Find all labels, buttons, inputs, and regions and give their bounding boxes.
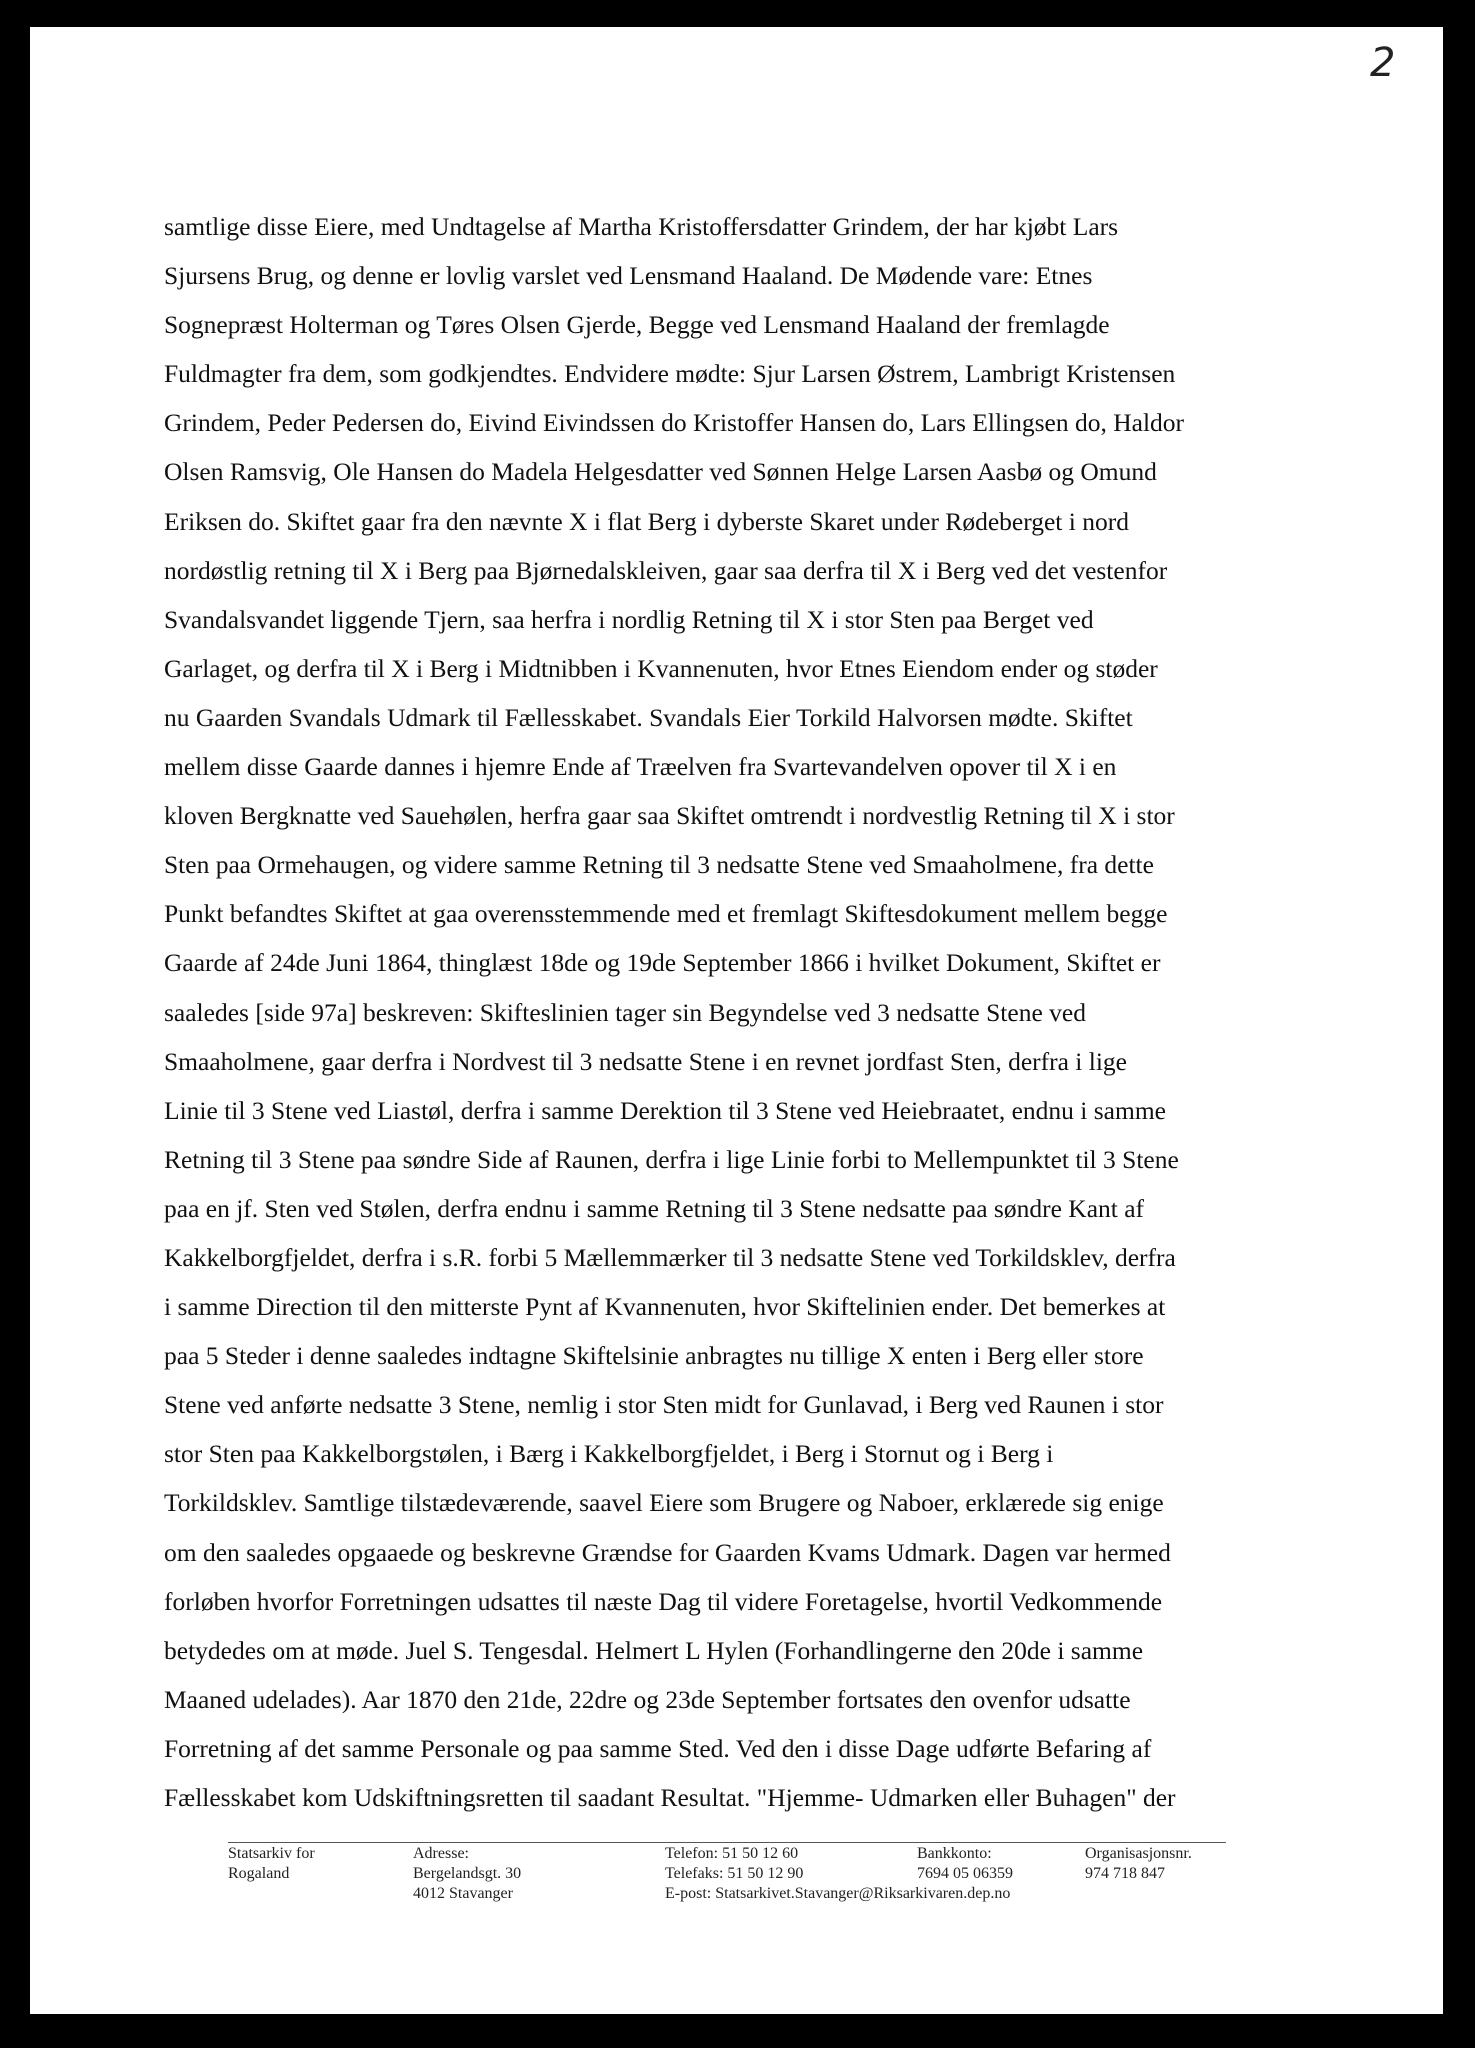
body-line: nu Gaarden Svandals Udmark til Fællesskabet. Svandals Eier Torkild Halvorsen mødte. Skiftet xyxy=(164,702,1133,732)
body-line: Punkt befandtes Skiftet at gaa overensstemmende med et fremlagt Skiftesdokument mellem begge xyxy=(164,899,1168,929)
body-line: Sten paa Ormehaugen, og videre samme Retning til 3 nedsatte Stene ved Smaaholmene, fra dette xyxy=(164,850,1154,880)
body-line: paa 5 Steder i denne saaledes indtagne Skiftelsinie anbragtes nu tillige X enten i Berg eller store xyxy=(164,1341,1144,1371)
body-line: Retning til 3 Stene paa søndre Side af Raunen, derfra i lige Linie forbi to Mellempunktet til 3 Stene xyxy=(164,1144,1179,1174)
body-line: Fællesskabet kom Udskiftningsretten til saadant Resultat. "Hjemme- Udmarken eller Buhagen" der xyxy=(164,1783,1176,1812)
footer-text: Bankkonto: xyxy=(917,1845,992,1862)
footer-text: Adresse: xyxy=(413,1845,469,1862)
body-line: Torkildsklev. Samtlige tilstædeværende, saavel Eiere som Brugere og Naboer, erklærede sig enige xyxy=(164,1488,1164,1518)
body-line: samtlige disse Eiere, med Undtagelse af Martha Kristoffersdatter Grindem, der har kjøbt Lars xyxy=(164,212,1119,241)
document-body xyxy=(164,202,1314,1822)
footer-address xyxy=(413,1844,521,1904)
body-line: Maaned udelades). Aar 1870 den 21de, 22dre og 23de September fortsates den ovenfor udsatte xyxy=(164,1684,1131,1714)
footer-text: Statsarkiv for xyxy=(228,1845,315,1862)
body-line: Sognepræst Holterman og Tøres Olsen Gjerde, Begge ved Lensmand Haaland der fremlagde xyxy=(164,310,1110,340)
body-line: Fuldmagter fra dem, som godkjendtes. Endvidere mødte: Sjur Larsen Østrem, Lambrigt Kristensen xyxy=(164,359,1176,389)
body-line: Gaarde af 24de Juni 1864, thinglæst 18de og 19de September 1866 i hvilket Dokument, Skiftet er xyxy=(164,948,1161,978)
footer-bank xyxy=(917,1844,1013,1884)
body-line: Garlaget, og derfra til X i Berg i Midtnibben i Kvannenuten, hvor Etnes Eiendom ender og støder xyxy=(164,653,1158,683)
footer-text: Telefaks: 51 50 12 90 xyxy=(665,1865,804,1882)
body-line: Grindem, Peder Pedersen do, Eivind Eivindssen do Kristoffer Hansen do, Lars Ellingsen do, Haldor xyxy=(164,408,1185,438)
footer-divider xyxy=(228,1842,1226,1843)
footer-text: 7694 05 06359 xyxy=(917,1865,1013,1882)
body-line: i samme Direction til den mitterste Pynt af Kvannenuten, hvor Skiftelinien ender. Det bemerkes at xyxy=(164,1292,1166,1322)
body-line: Linie til 3 Stene ved Liastøl, derfra i samme Derektion til 3 Stene ved Heiebraatet, endnu i samme xyxy=(164,1095,1166,1125)
body-line: Kakkelborgfjeldet, derfra i s.R. forbi 5 Mællemmærker til 3 nedsatte Stene ved Torkildsklev, derfra xyxy=(164,1242,1176,1272)
body-line: Sjursens Brug, og denne er lovlig varslet ved Lensmand Haaland. De Mødende vare: Etnes xyxy=(164,261,1093,291)
footer-email: E-post: Statsarkivet.Stavanger@Riksarkivaren.dep.no xyxy=(665,1885,1011,1902)
body-line: Smaaholmene, gaar derfra i Nordvest til 3 nedsatte Stene i en revnet jordfast Sten, derfra i lige xyxy=(164,1046,1127,1076)
body-line: saaledes [side 97a] beskreven: Skifteslinien tager sin Begyndelse ved 3 nedsatte Stene ved xyxy=(164,997,1086,1027)
body-line: paa en jf. Sten ved Stølen, derfra endnu i samme Retning til 3 Stene nedsatte paa søndre Kant af xyxy=(164,1193,1145,1223)
body-line: Eriksen do. Skiftet gaar fra den nævnte X i flat Berg i dyberste Skaret under Rødeberget i nord xyxy=(164,506,1129,536)
body-line: kloven Bergknatte ved Sauehølen, herfra gaar saa Skiftet omtrendt i nordvestlig Retning til X i stor xyxy=(164,801,1175,831)
body-line: Olsen Ramsvig, Ole Hansen do Madela Helgesdatter ved Sønnen Helge Larsen Aasbø og Omund xyxy=(164,457,1157,487)
footer-institution xyxy=(228,1844,315,1884)
body-line: nordøstlig retning til X i Berg paa Bjørnedalskleiven, gaar saa derfra til X i Berg ved det vestenfor xyxy=(164,555,1168,585)
footer-org xyxy=(1085,1844,1192,1884)
footer-text: Rogaland xyxy=(228,1865,290,1882)
body-line: Svandalsvandet liggende Tjern, saa herfra i nordlig Retning til X i stor Sten paa Berget ved xyxy=(164,604,1094,634)
body-line: Forretning af det samme Personale og paa samme Sted. Ved den i disse Dage udførte Befaring af xyxy=(164,1733,1152,1763)
body-line: mellem disse Gaarde dannes i hjemre Ende af Træelven fra Svartevandelven opover til X i en xyxy=(164,752,1117,782)
body-line: stor Sten paa Kakkelborgstølen, i Bærg i Kakkelborgfjeldet, i Berg i Stornut og i Berg i xyxy=(164,1439,1054,1469)
footer-text: Organisasjonsnr. xyxy=(1085,1845,1192,1862)
footer-text: 4012 Stavanger xyxy=(413,1885,513,1902)
body-line: Stene ved anførte nedsatte 3 Stene, nemlig i stor Sten midt for Gunlavad, i Berg ved Raunen i stor xyxy=(164,1390,1164,1420)
body-line: betydedes om at møde. Juel S. Tengesdal. Helmert L Hylen (Forhandlingerne den 20de i samme xyxy=(164,1635,1144,1665)
footer-text: Bergelandsgt. 30 xyxy=(413,1865,522,1882)
page-number: 2 xyxy=(1370,40,1396,86)
footer-text: 974 718 847 xyxy=(1085,1865,1165,1882)
body-line: forløben hvorfor Forretningen udsattes til næste Dag til videre Foretagelse, hvortil Vedkommende xyxy=(164,1586,1163,1616)
footer-text: Telefon: 51 50 12 60 xyxy=(665,1845,799,1862)
body-line: om den saaledes opgaaede og beskrevne Grændse for Gaarden Kvams Udmark. Dagen var hermed xyxy=(164,1537,1171,1567)
